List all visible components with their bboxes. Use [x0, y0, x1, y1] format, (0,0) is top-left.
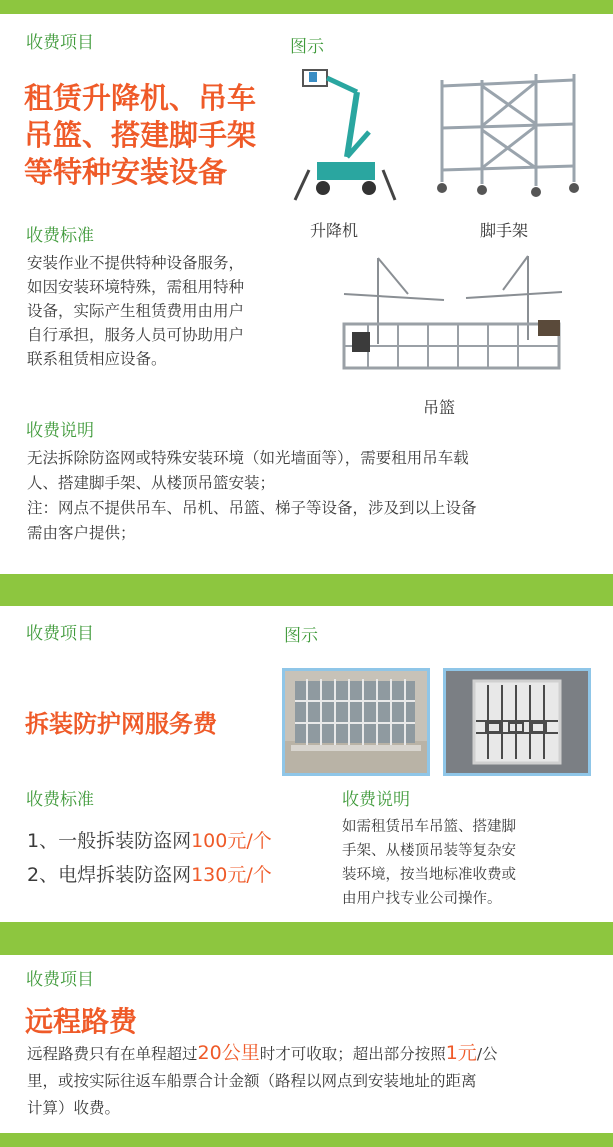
section2-price-list [27, 824, 272, 892]
price-item-1-label: 1、一般拆装防盗网 [27, 830, 192, 852]
price-item-2-label: 2、电焊拆装防盗网 [27, 864, 192, 886]
section2-explain-line-1: 如需租赁吊车吊篮、搭建脚 [342, 819, 516, 835]
lift-image [287, 62, 397, 212]
section2-title: 拆装防护网服务费 [25, 710, 217, 738]
scaffold-image [432, 72, 584, 198]
section1-explain-text [27, 446, 607, 546]
section2-explain-line-2: 手架、从楼顶吊装等复杂安 [342, 843, 516, 859]
explain-line-1: 无法拆除防盗网或特殊安装环境（如光墙面等），需要租用吊车载 [27, 449, 469, 467]
section2-explain-line-4: 由用户找专业公司操作。 [342, 891, 502, 907]
section1-standard-text [27, 251, 327, 371]
explain-line-4: 需由客户提供； [27, 524, 136, 542]
section1-standard-label: 收费标准 [26, 226, 94, 246]
price-item-2 [27, 858, 272, 892]
section3-label: 收费项目 [26, 970, 94, 990]
standard-line-3: 设备，实际产生租赁费用由用户 [27, 302, 245, 320]
price-item-2-price: 130元/个 [191, 864, 272, 886]
divider-band-1 [0, 574, 613, 606]
section2-explain-line-3: 装环境，按当地标准收费或 [342, 867, 516, 883]
section2-standard-label: 收费标准 [26, 790, 94, 810]
lift-caption: 升降机 [310, 221, 359, 240]
section2-label: 收费项目 [26, 624, 94, 644]
section3-line-2: 里，或按实际往返车船票合计金额（路程以网点到安装地址的距离 [27, 1072, 477, 1090]
explain-line-2: 人、搭建脚手架、从楼顶吊篮安装； [27, 474, 276, 492]
section2-explain-text [342, 815, 602, 911]
section1-title-line-2: 吊篮、搭建脚手架 [24, 118, 257, 152]
per-km-price: 1元 [445, 1042, 477, 1064]
section3-line-1 [27, 1040, 607, 1068]
standard-line-5: 联系租赁相应设备。 [27, 350, 167, 368]
section1-title-line-3: 等特种安装设备 [24, 155, 228, 189]
basket-image [338, 254, 570, 390]
section3-line-1-c: 时才可收取；超出部分按照 [259, 1045, 446, 1063]
standard-line-1: 安装作业不提供特种设备服务， [27, 254, 245, 272]
top-green-band [0, 0, 613, 14]
divider-band-2 [0, 922, 613, 955]
section1-label: 收费项目 [26, 33, 94, 53]
section1-figure-label: 图示 [290, 37, 324, 57]
price-item-1 [27, 824, 272, 858]
section3-line-1-e: /公 [476, 1045, 498, 1063]
section2-figure-label: 图示 [284, 626, 318, 646]
explain-line-3: 注：网点不提供吊车、吊机、吊篮、梯子等设备，涉及到以上设备 [27, 499, 477, 517]
section3-title: 远程路费 [25, 1005, 138, 1038]
section3-line-1-a: 远程路费只有在单程超过 [27, 1045, 198, 1063]
distance-threshold: 20公里 [197, 1042, 260, 1064]
window-grille-photo-2 [443, 668, 591, 776]
section3-text [27, 1040, 607, 1122]
bottom-green-band [0, 1133, 613, 1147]
section3-line-3: 计算）收费。 [27, 1099, 121, 1117]
price-item-1-price: 100元/个 [191, 830, 272, 852]
section1-title [24, 80, 256, 191]
basket-caption: 吊篮 [423, 398, 456, 417]
scaffold-caption: 脚手架 [480, 221, 529, 240]
section2-explain-label: 收费说明 [342, 790, 410, 810]
section1-title-line-1: 租赁升降机、吊车 [24, 81, 257, 115]
window-grille-photo-1 [282, 668, 430, 776]
standard-line-4: 自行承担，服务人员可协助用户 [27, 326, 245, 344]
standard-line-2: 如因安装环境特殊，需租用特种 [27, 278, 245, 296]
section1-explain-label: 收费说明 [26, 421, 94, 441]
